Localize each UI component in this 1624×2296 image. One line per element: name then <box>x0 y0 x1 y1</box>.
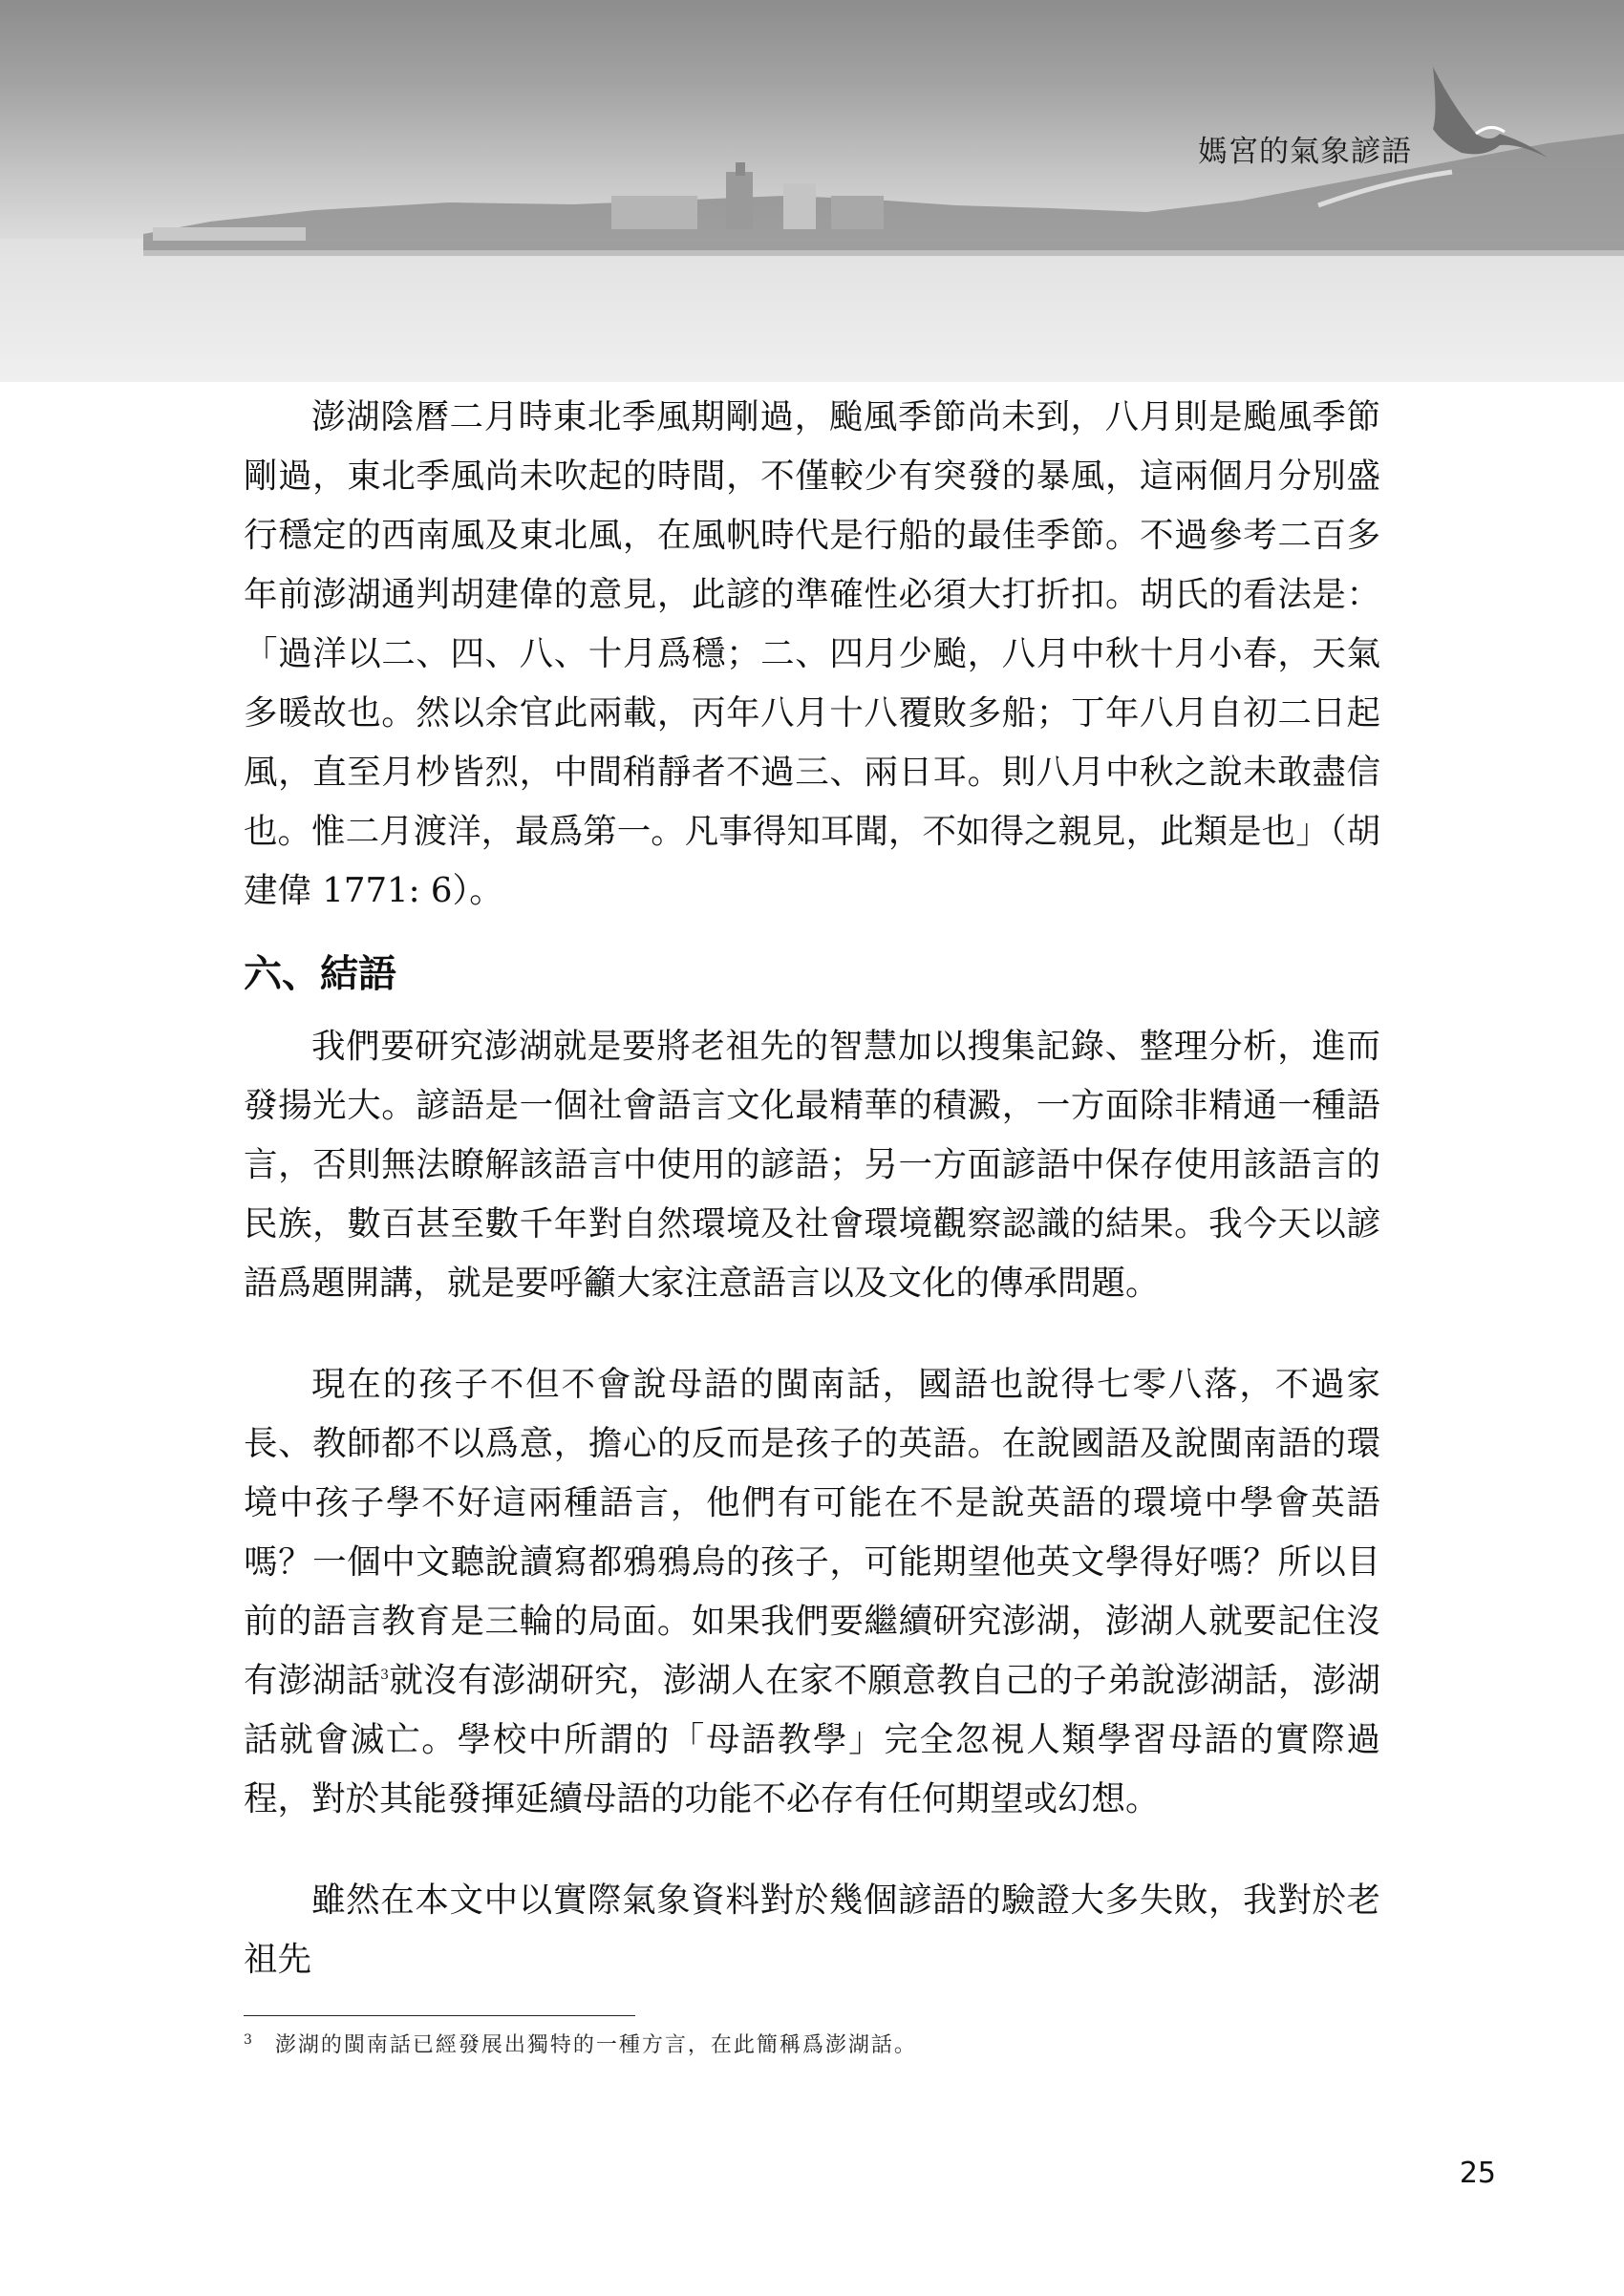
conclusion-p2 <box>244 1355 1380 1829</box>
footnote-divider <box>244 2015 635 2016</box>
conclusion-p1 <box>244 1017 1380 1313</box>
paragraph: 我們要研究澎湖就是要將老祖先的智慧加以搜集記錄、整理分析，進而發揚光大。諺語是一個社會語言文化最精華的積澱，一方面除非精通一種語言，否則無法瞭解該語言中使用的諺語；另一方面諺語中保存使用該語言的民族，數百甚至數千年對自然環境及社會環境觀察認識的結果。我今天以諺語爲題開講，就是要呼籲大家注意語言以及文化的傳承問題。 <box>244 1027 1380 1303</box>
section-heading: 六、結語 <box>244 951 396 996</box>
coastline-photo <box>0 0 1624 382</box>
paragraph-text: 就沒有澎湖研究，澎湖人在家不願意教自己的子弟說澎湖話，澎湖話就會滅亡。學校中所謂的「母語教學」完全忽視人類學習母語的實際過程，對於其能發揮延續母語的功能不必存有任何期望或幻想。 <box>244 1661 1380 1818</box>
seagull-icon <box>1433 67 1548 158</box>
header-banner-photo <box>0 0 1624 382</box>
paragraph: 澎湖陰曆二月時東北季風期剛過，颱風季節尚未到，八月則是颱風季節剛過，東北季風尚未吹起的時間，不僅較少有突發的暴風，這兩個月分別盛行穩定的西南風及東北風，在風帆時代是行船的最佳季節。不過參考二百多年前澎湖通判胡建偉的意見，此諺的準確性必須大打折扣。胡氏的看法是：「過洋以二、四、八、十月爲穩；二、四月少颱，八月中秋十月小春，天氣多暖故也。然以余官此兩載，丙年八月十八覆敗多船；丁年八月自初二日起風，直至月杪皆烈，中間稍靜者不過三、兩日耳。則八月中秋之說未敢盡信也。惟二月渡洋，最爲第一。凡事得知耳聞，不如得之親見，此類是也」（胡建偉 1771: 6）。 <box>244 397 1380 910</box>
footnote <box>244 2029 917 2058</box>
conclusion-p3 <box>244 1871 1380 1989</box>
paragraph <box>244 1355 1380 1829</box>
paragraph-text: 現在的孩子不但不會說母語的閩南話，國語也說得七零八落，不過家長、教師都不以爲意，擔心的反而是孩子的英語。在說國語及說閩南語的環境中孩子學不好這兩種語言，他們有可能在不是說英語的環境中學會英語嗎？一個中文聽說讀寫都鴉鴉烏的孩子，可能期望他英文學得好嗎？所以目前的語言教育是三輪的局面。如果我們要繼續研究澎湖，澎湖人就要記住沒有澎湖話 <box>244 1365 1380 1700</box>
footnote-text: 澎湖的閩南話已經發展出獨特的一種方言，在此簡稱爲澎湖話。 <box>274 2033 917 2057</box>
body-text-top <box>244 388 1380 921</box>
paragraph: 雖然在本文中以實際氣象資料對於幾個諺語的驗證大多失敗，我對於老祖先 <box>244 1881 1380 1979</box>
running-header-title: 媽宮的氣象諺語 <box>1198 135 1412 169</box>
footnote-number: 3 <box>244 2031 254 2048</box>
footnote-reference: 3 <box>380 1668 390 1684</box>
page-number: 25 <box>1459 2157 1496 2190</box>
